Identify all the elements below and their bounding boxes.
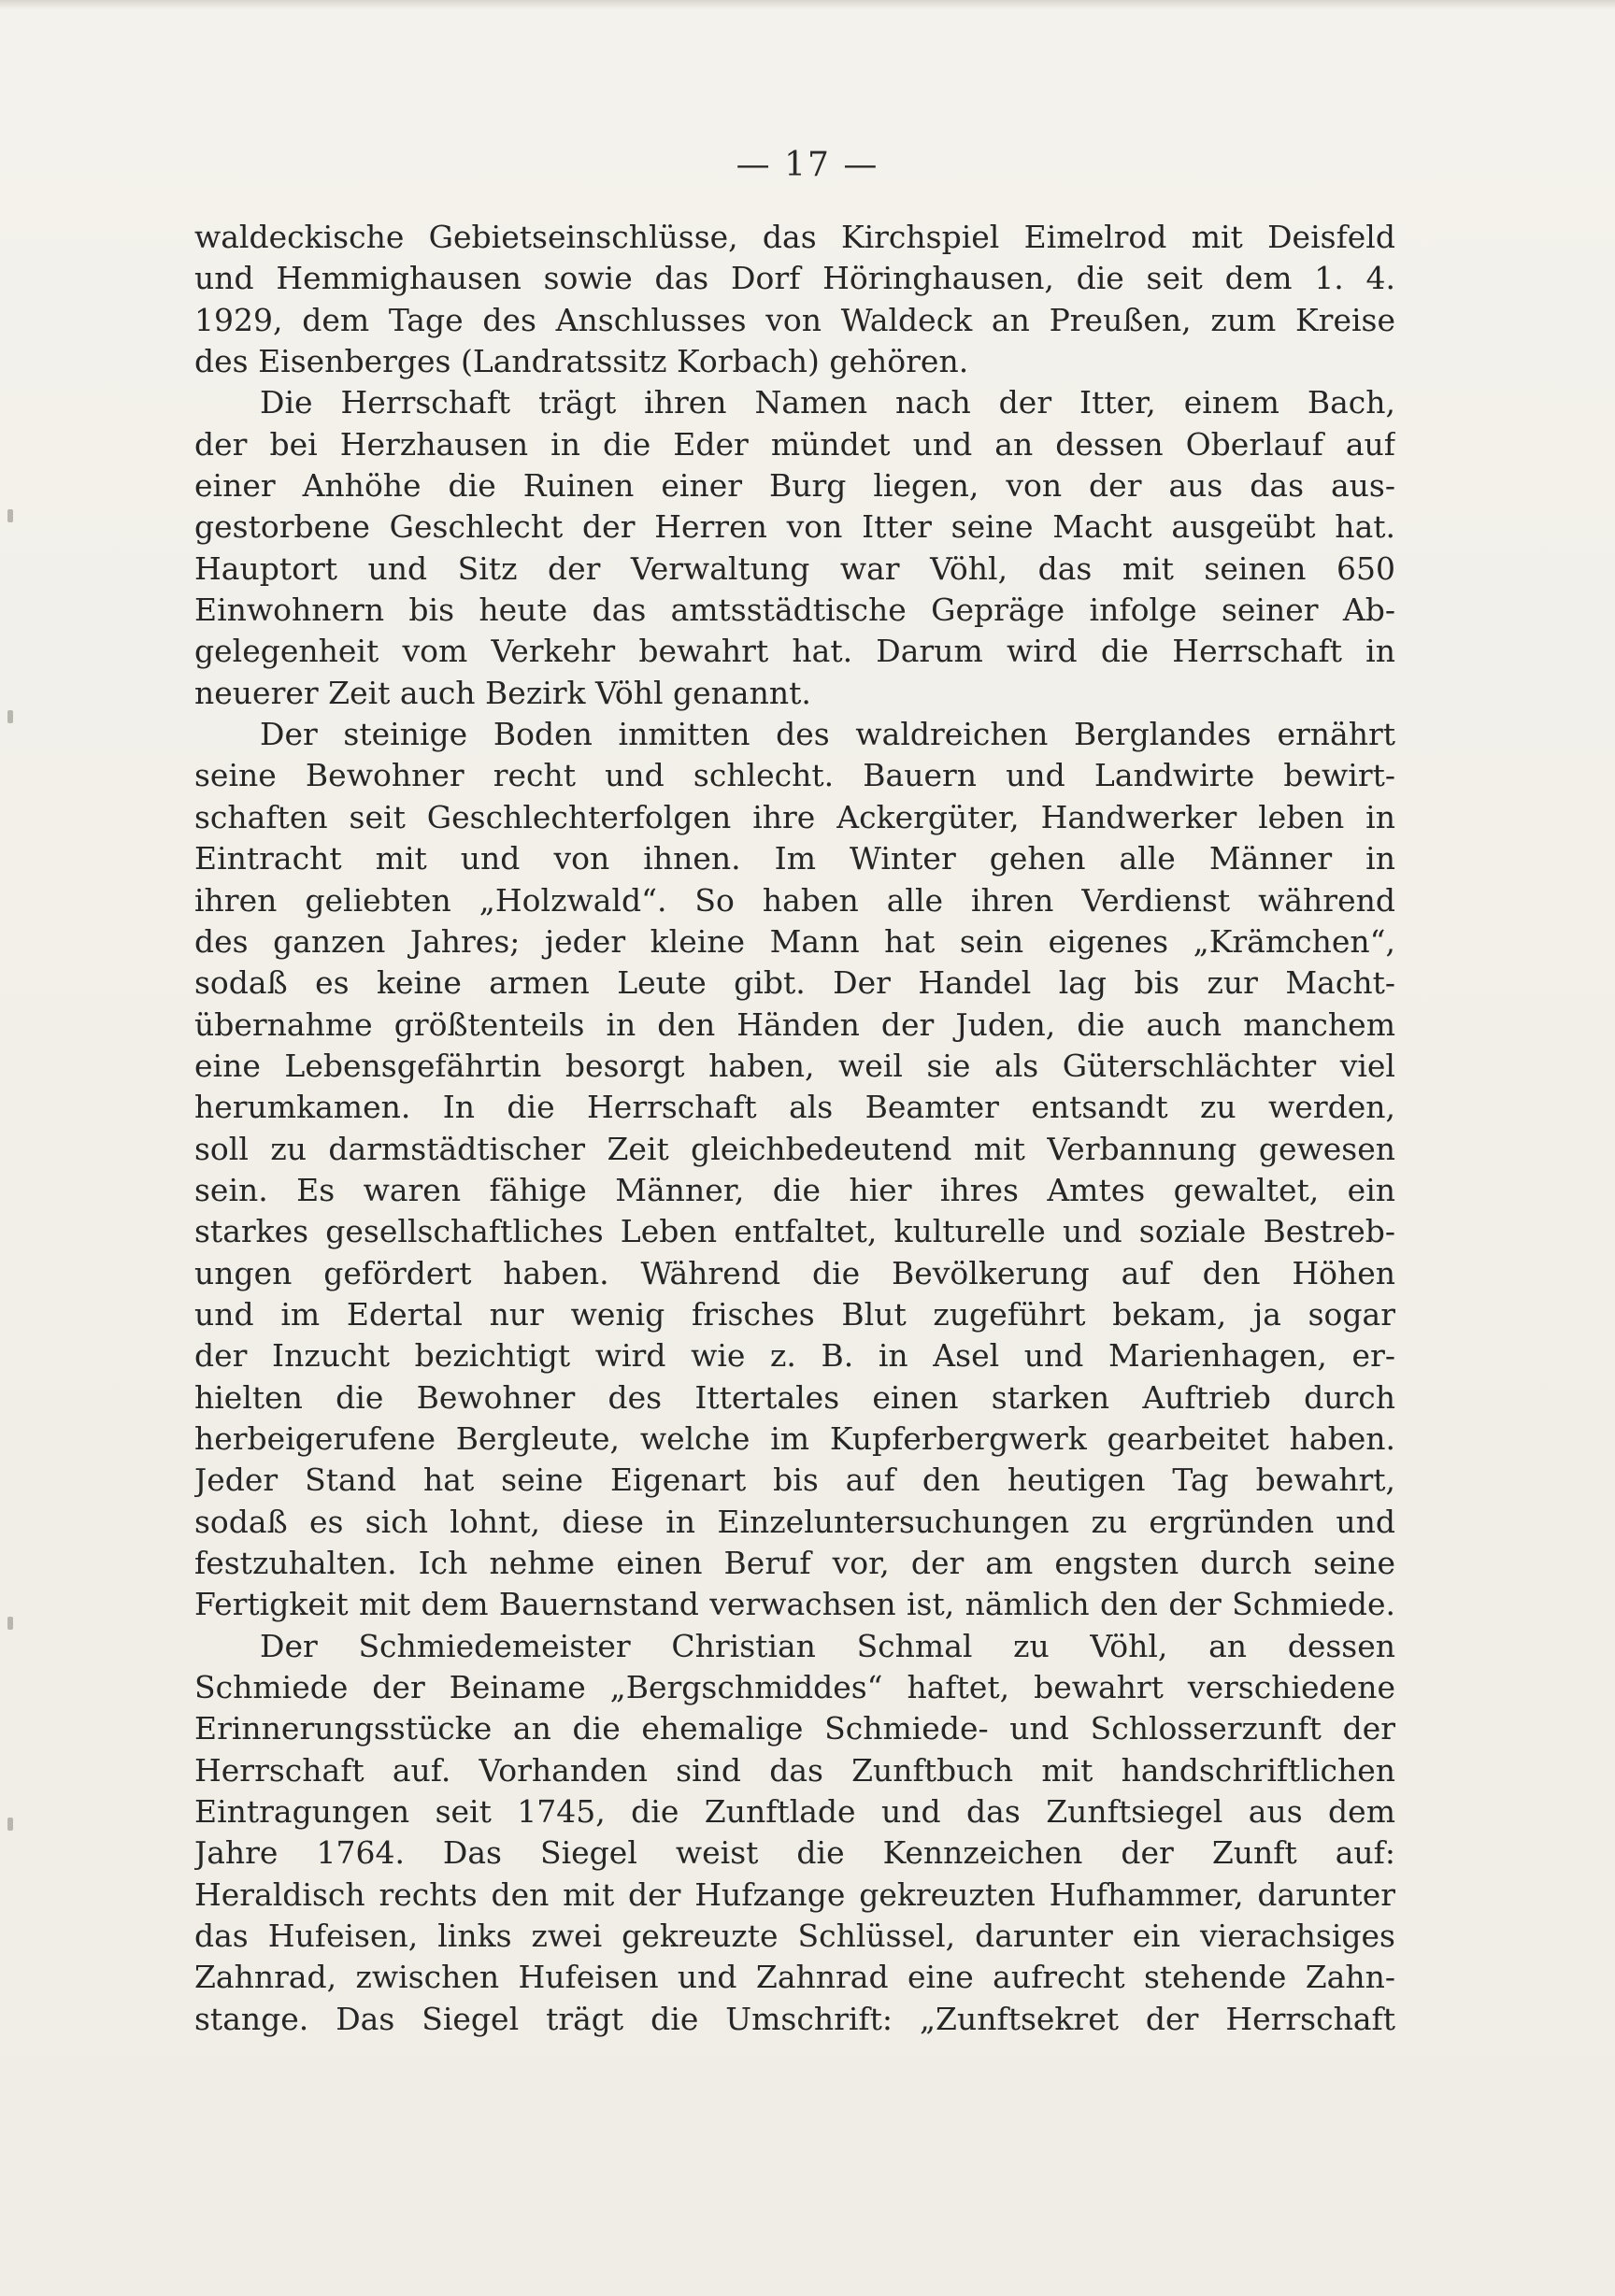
margin-mark [7, 710, 13, 723]
text-line: hielten die Bewohner des Ittertales einen starken Auftrieb durch [194, 1378, 1395, 1416]
text-line: übernahme größtenteils in den Händen der Juden, die auch manchem [194, 1005, 1395, 1043]
text-line: gelegenheit vom Verkehr bewahrt hat. Darum wird die Herrschaft in [194, 633, 1395, 670]
text-line: 1929, dem Tage des Anschlusses von Waldeck an Preußen, zum Kreise [194, 301, 1395, 338]
text-line: sein. Es waren fähige Männer, die hier ihres Amtes gewaltet, ein [194, 1171, 1395, 1208]
body-text [194, 217, 1395, 2040]
text-line: Erinnerungsstücke an die ehemalige Schmiede- und Schlosserzunft der [194, 1710, 1395, 1747]
text-line: soll zu darmstädtischer Zeit gleichbedeutend mit Verbannung gewesen [194, 1130, 1395, 1167]
text-line: Eintragungen seit 1745, die Zunftlade und das Zunftsiegel aus dem [194, 1793, 1395, 1831]
text-line: das Hufeisen, links zwei gekreuzte Schlüssel, darunter ein vierachsiges [194, 1918, 1395, 1955]
margin-mark [7, 509, 13, 522]
text-line: Der steinige Boden inmitten des waldreichen Berglandes ernährt [260, 716, 1395, 753]
page-number: — 17 — [736, 146, 879, 184]
text-line: schaften seit Geschlechterfolgen ihre Ackergüter, Handwerker leben in [194, 798, 1395, 835]
text-line: seine Bewohner recht und schlecht. Bauern und Landwirte bewirt- [194, 757, 1395, 794]
text-line: Die Herrschaft trägt ihren Namen nach der Itter, einem Bach, [260, 384, 1395, 421]
text-line: der bei Herzhausen in die Eder mündet und an dessen Oberlauf auf [194, 425, 1395, 463]
text-line: sodaß es keine armen Leute gibt. Der Handel lag bis zur Macht- [194, 964, 1395, 1002]
text-line: herbeigerufene Bergleute, welche im Kupferbergwerk gearbeitet haben. [194, 1419, 1395, 1457]
text-line: ungen gefördert haben. Während die Bevölkerung auf den Höhen [194, 1254, 1395, 1291]
text-line: stange. Das Siegel trägt die Umschrift: „Zunftsekret der Herrschaft [194, 2000, 1395, 2037]
text-line: starkes gesellschaftliches Leben entfaltet, kulturelle und soziale Bestreb- [194, 1213, 1395, 1250]
margin-mark [7, 1617, 13, 1630]
text-line: des Eisenberges (Landratssitz Korbach) gehören. [194, 343, 969, 380]
text-line: ihren geliebten „Holzwald“. So haben alle ihren Verdienst während [194, 881, 1395, 919]
text-line: Einwohnern bis heute das amtsstädtische Gepräge infolge seiner Ab- [194, 592, 1395, 629]
text-line: Fertigkeit mit dem Bauernstand verwachsen ist, nämlich den der Schmiede. [194, 1586, 1395, 1623]
text-line: einer Anhöhe die Ruinen einer Burg liegen, von der aus das aus- [194, 467, 1395, 505]
text-line: Hauptort und Sitz der Verwaltung war Vöhl, das mit seinen 650 [194, 549, 1395, 587]
text-line: Jeder Stand hat seine Eigenart bis auf den heutigen Tag bewahrt, [194, 1462, 1395, 1499]
text-line: Zahnrad, zwischen Hufeisen und Zahnrad eine aufrecht stehende Zahn- [194, 1959, 1395, 1996]
margin-mark [7, 1818, 13, 1831]
text-line: und Hemmighausen sowie das Dorf Höringhausen, die seit dem 1. 4. [194, 260, 1395, 297]
text-line: Der Schmiedemeister Christian Schmal zu Vöhl, an dessen [260, 1627, 1395, 1664]
text-line: sodaß es sich lohnt, diese in Einzeluntersuchungen zu ergründen und [194, 1503, 1395, 1540]
text-line: Eintracht mit und von ihnen. Im Winter gehen alle Männer in [194, 840, 1395, 877]
text-line: waldeckische Gebietseinschlüsse, das Kirchspiel Eimelrod mit Deisfeld [194, 219, 1395, 255]
text-line: eine Lebensgefährtin besorgt haben, weil sie als Güterschlächter viel [194, 1047, 1395, 1084]
text-line: der Inzucht bezichtigt wird wie z. B. in Asel und Marienhagen, er- [194, 1337, 1395, 1375]
text-line: festzuhalten. Ich nehme einen Beruf vor, der am engsten durch seine [194, 1545, 1395, 1581]
text-line: Jahre 1764. Das Siegel weist die Kennzeichen der Zunft auf: [194, 1834, 1395, 1872]
text-line: Schmiede der Beiname „Bergschmiddes“ haftet, bewahrt verschiedene [194, 1669, 1395, 1706]
text-line: Herrschaft auf. Vorhanden sind das Zunftbuch mit handschriftlichen [194, 1751, 1395, 1789]
text-line: und im Edertal nur wenig frisches Blut zugeführt bekam, ja sogar [194, 1295, 1395, 1333]
page-top-edge [0, 0, 1615, 9]
text-line: des ganzen Jahres; jeder kleine Mann hat sein eigenes „Krämchen“, [194, 922, 1395, 960]
text-line: gestorbene Geschlecht der Herren von Itter seine Macht ausgeübt hat. [194, 508, 1395, 546]
text-line: neuerer Zeit auch Bezirk Vöhl genannt. [194, 674, 811, 711]
text-line: Heraldisch rechts den mit der Hufzange gekreuzten Hufhammer, darunter [194, 1875, 1395, 1913]
text-line: herumkamen. In die Herrschaft als Beamter entsandt zu werden, [194, 1089, 1395, 1126]
